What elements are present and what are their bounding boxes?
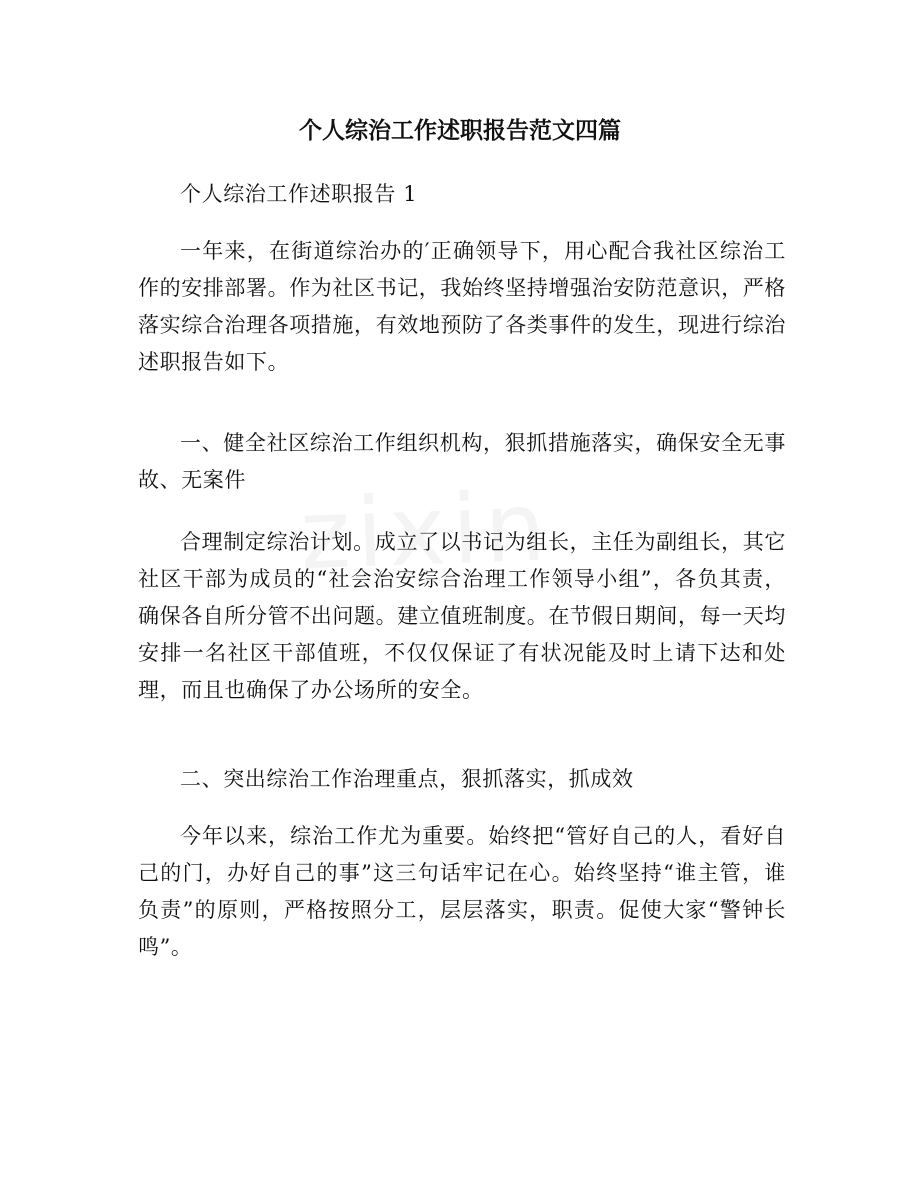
paragraph-focus: 今年以来，综治工作尤为重要。始终把“管好自己的人，看好自己的门，办好自己的事”这三句话牢记在心。始终坚持“谁主管，谁负责”的原则，严格按照分工，层层落实，职责。促使大家“警钟长鸣”。 <box>138 824 786 959</box>
section-heading-2: 二、突出综治工作治理重点，狠抓落实，抓成效 <box>180 767 634 791</box>
paragraph-intro: 一年来，在街道综治办的′正确领导下，用心配合我社区综治工作的安排部署。作为社区书记，我始终坚持增强治安防范意识，严格落实综合治理各项措施，有效地预防了各类事件的发生，现进行综治述职报告如下。 <box>138 239 786 374</box>
paragraph-organization: 合理制定综治计划。成立了以书记为组长，主任为副组长，其它社区干部为成员的“社会治安综合治理工作领导小组”，各负其责，确保各自所分管不出问题。建立值班制度。在节假日期间，每一天均安排一名社区干部值班，不仅仅保证了有状况能及时上请下达和处理，而且也确保了办公场所的安全。 <box>138 530 786 702</box>
document-title: 个人综治工作述职报告范文四篇 <box>299 118 621 144</box>
section-subtitle: 个人综治工作述职报告 1 <box>180 182 418 206</box>
section-heading-1: 一、健全社区综治工作组织机构，狠抓措施落实，确保安全无事故、无案件 <box>138 431 786 492</box>
